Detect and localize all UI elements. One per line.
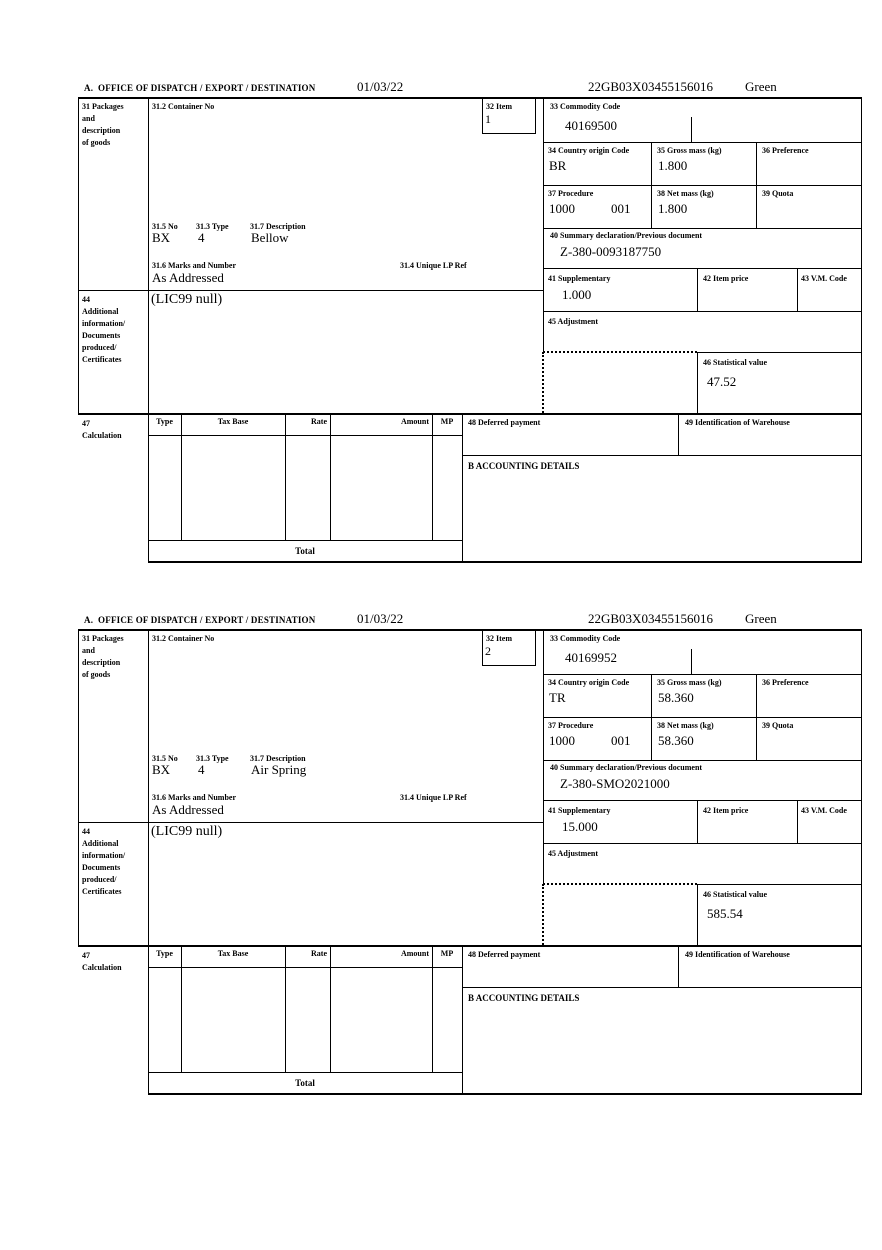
marks-and-number-label: 31.6 Marks and Number: [152, 793, 237, 802]
divider: [148, 1072, 462, 1073]
declaration-date: 01/03/22: [357, 611, 404, 626]
warehouse-id-label: 49 Identification of Warehouse: [685, 418, 790, 427]
packages-type-value: 4: [198, 762, 205, 777]
statistical-value: 585.54: [707, 906, 743, 921]
statistical-value-label: 46 Statistical value: [703, 358, 767, 367]
goods-description-value: Air Spring: [251, 762, 307, 777]
item-block-1: [0, 78, 882, 610]
commodity-code-label: 33 Commodity Code: [550, 102, 621, 111]
packages-type-label: 31.3 Type: [196, 754, 229, 763]
packages-no-value: BX: [152, 230, 171, 245]
box-31-label: 31 Packages and description of goods: [82, 102, 124, 147]
divider: [543, 674, 862, 675]
dotted-divider: [543, 351, 697, 353]
gross-mass-label: 35 Gross mass (kg): [657, 146, 722, 155]
statistical-value: 47.52: [707, 374, 737, 389]
divider: [543, 629, 544, 884]
divider: [148, 97, 149, 413]
divider: [697, 884, 862, 885]
divider: [678, 413, 679, 455]
divider: [330, 413, 331, 540]
supplementary-label: 41 Supplementary: [548, 806, 611, 815]
divider: [148, 435, 462, 436]
item-form-grid: [78, 97, 862, 563]
vm-code-label: 43 V.M. Code: [801, 806, 847, 815]
item-price-label: 42 Item price: [703, 274, 749, 283]
divider: [78, 822, 543, 823]
divider: [543, 268, 862, 269]
packages-no-label: 31.5 No: [152, 754, 178, 763]
supplementary-value: 1.000: [562, 287, 592, 302]
statistical-value-label: 46 Statistical value: [703, 890, 767, 899]
declaration-date: 01/03/22: [357, 79, 404, 94]
adjustment-label: 45 Adjustment: [548, 317, 599, 326]
supplementary-value: 15.000: [562, 819, 598, 834]
deferred-payment-label: 48 Deferred payment: [468, 950, 541, 959]
divider: [543, 185, 862, 186]
divider: [78, 290, 543, 291]
preference-label: 36 Preference: [762, 678, 809, 687]
mrn-number: 22GB03X03455156016: [588, 611, 713, 626]
divider: [432, 945, 433, 1072]
item-price-label: 42 Item price: [703, 806, 749, 815]
divider: [181, 945, 182, 1072]
previous-document-value: Z-380-0093187750: [560, 244, 662, 259]
marks-and-number-value: As Addressed: [152, 270, 224, 285]
additional-info-value: (LIC99 null): [151, 292, 223, 307]
net-mass-value: 58.360: [658, 733, 694, 748]
item-number-value: 1: [485, 112, 491, 126]
divider: [432, 413, 433, 540]
divider: [148, 1093, 862, 1095]
divider: [697, 884, 698, 945]
item-label: 32 Item: [486, 102, 512, 111]
divider: [697, 800, 698, 843]
dotted-divider: [542, 352, 544, 413]
divider: [78, 629, 79, 945]
net-mass-label: 38 Net mass (kg): [657, 721, 714, 730]
box-44-label: 44 Additional information/ Documents produced/ Certificates: [82, 295, 126, 364]
box-47-label: 47 Calculation: [82, 419, 122, 440]
calc-header-amount: Amount: [400, 949, 429, 958]
divider: [697, 268, 698, 311]
divider: [78, 945, 862, 947]
unique-lp-ref-label: 31.4 Unique LP Ref: [400, 261, 467, 270]
divider: [756, 142, 757, 228]
procedure-label: 37 Procedure: [548, 721, 594, 730]
calc-header-tax-base: Tax Base: [217, 949, 249, 958]
procedure-label: 37 Procedure: [548, 189, 594, 198]
quota-label: 39 Quota: [762, 189, 794, 198]
divider: [462, 413, 463, 563]
previous-document-value: Z-380-SMO2021000: [560, 776, 670, 791]
procedure-value: 1000: [549, 201, 575, 216]
accounting-details-label: B ACCOUNTING DETAILS: [468, 993, 580, 1003]
gross-mass-value: 58.360: [658, 690, 694, 705]
description-label: 31.7 Description: [250, 222, 306, 231]
country-origin-value: TR: [549, 690, 566, 705]
divider: [148, 540, 462, 541]
calc-header-tax-base: Tax Base: [217, 417, 249, 426]
vm-code-label: 43 V.M. Code: [801, 274, 847, 283]
box-47-label: 47 Calculation: [82, 951, 122, 972]
divider: [78, 629, 862, 631]
preference-label: 36 Preference: [762, 146, 809, 155]
procedure-additional-value: 001: [611, 733, 631, 748]
office-of-dispatch-label: A. OFFICE OF DISPATCH / EXPORT / DESTINATION: [84, 83, 316, 93]
country-origin-label: 34 Country origin Code: [548, 146, 630, 155]
goods-description-value: Bellow: [251, 230, 289, 245]
unique-lp-ref-label: 31.4 Unique LP Ref: [400, 793, 467, 802]
quota-label: 39 Quota: [762, 721, 794, 730]
divider: [285, 413, 286, 540]
previous-document-label: 40 Summary declaration/Previous document: [550, 231, 703, 240]
divider: [543, 228, 862, 229]
calc-header-amount: Amount: [400, 417, 429, 426]
divider: [148, 967, 462, 968]
item-number-value: 2: [485, 644, 491, 658]
deferred-payment-label: 48 Deferred payment: [468, 418, 541, 427]
calc-header-mp: MP: [440, 949, 454, 958]
adjustment-label: 45 Adjustment: [548, 849, 599, 858]
box-31-label: 31 Packages and description of goods: [82, 634, 124, 679]
container-no-label: 31.2 Container No: [152, 634, 215, 643]
divider: [78, 413, 862, 415]
calc-total-label: Total: [295, 1078, 315, 1088]
gross-mass-value: 1.800: [658, 158, 688, 173]
dotted-divider: [543, 883, 697, 885]
marks-and-number-label: 31.6 Marks and Number: [152, 261, 237, 270]
net-mass-label: 38 Net mass (kg): [657, 189, 714, 198]
divider: [651, 674, 652, 760]
divider: [797, 268, 798, 311]
divider: [691, 117, 692, 142]
calc-header-rate: Rate: [311, 949, 327, 958]
commodity-code-label: 33 Commodity Code: [550, 634, 621, 643]
previous-document-label: 40 Summary declaration/Previous document: [550, 763, 703, 772]
calc-total-label: Total: [295, 546, 315, 556]
item-label: 32 Item: [486, 634, 512, 643]
calc-header-mp: MP: [440, 417, 454, 426]
packages-type-label: 31.3 Type: [196, 222, 229, 231]
warehouse-id-label: 49 Identification of Warehouse: [685, 950, 790, 959]
box-44-label: 44 Additional information/ Documents produced/ Certificates: [82, 827, 126, 896]
divider: [756, 674, 757, 760]
divider: [697, 352, 862, 353]
routing-indicator: Green: [745, 79, 777, 94]
packages-no-label: 31.5 No: [152, 222, 178, 231]
dotted-divider: [542, 884, 544, 945]
commodity-code-value: 40169952: [565, 650, 617, 665]
packages-no-value: BX: [152, 762, 171, 777]
divider: [543, 142, 862, 143]
divider: [78, 97, 79, 413]
divider: [543, 97, 544, 352]
divider: [797, 800, 798, 843]
divider: [651, 142, 652, 228]
office-of-dispatch-label: A. OFFICE OF DISPATCH / EXPORT / DESTINATION: [84, 615, 316, 625]
procedure-additional-value: 001: [611, 201, 631, 216]
net-mass-value: 1.800: [658, 201, 688, 216]
item-block-2: [0, 610, 882, 1142]
gross-mass-label: 35 Gross mass (kg): [657, 678, 722, 687]
divider: [330, 945, 331, 1072]
divider: [285, 945, 286, 1072]
marks-and-number-value: As Addressed: [152, 802, 224, 817]
divider: [181, 413, 182, 540]
description-label: 31.7 Description: [250, 754, 306, 763]
calc-header-type: Type: [156, 417, 173, 426]
divider: [678, 945, 679, 987]
country-origin-label: 34 Country origin Code: [548, 678, 630, 687]
divider: [543, 717, 862, 718]
procedure-value: 1000: [549, 733, 575, 748]
item-form-grid: [78, 629, 862, 1095]
divider: [462, 455, 862, 456]
divider: [78, 97, 862, 99]
divider: [543, 843, 862, 844]
additional-info-value: (LIC99 null): [151, 824, 223, 839]
country-origin-value: BR: [549, 158, 567, 173]
packages-type-value: 4: [198, 230, 205, 245]
divider: [861, 97, 862, 563]
divider: [543, 311, 862, 312]
divider: [543, 760, 862, 761]
divider: [148, 629, 149, 945]
divider: [462, 987, 862, 988]
mrn-number: 22GB03X03455156016: [588, 79, 713, 94]
supplementary-label: 41 Supplementary: [548, 274, 611, 283]
calc-header-rate: Rate: [311, 417, 327, 426]
divider: [691, 649, 692, 674]
divider: [462, 945, 463, 1095]
divider: [543, 800, 862, 801]
commodity-code-value: 40169500: [565, 118, 617, 133]
accounting-details-label: B ACCOUNTING DETAILS: [468, 461, 580, 471]
routing-indicator: Green: [745, 611, 777, 626]
divider: [697, 352, 698, 413]
divider: [148, 561, 862, 563]
divider: [861, 629, 862, 1095]
container-no-label: 31.2 Container No: [152, 102, 215, 111]
calc-header-type: Type: [156, 949, 173, 958]
